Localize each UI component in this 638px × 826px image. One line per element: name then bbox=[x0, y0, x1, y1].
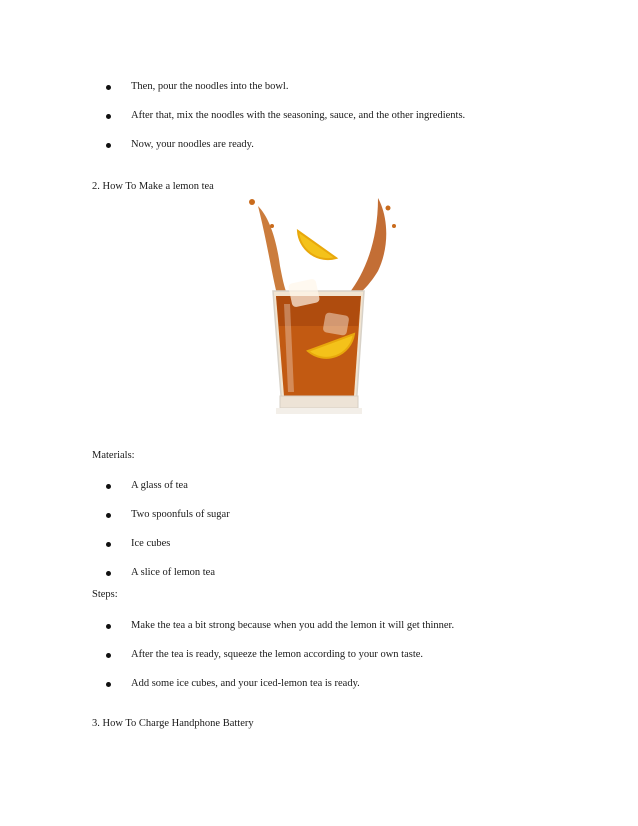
list-item: Then, pour the noodles into the bowl. bbox=[131, 81, 289, 92]
section-heading: 3. How To Charge Handphone Battery bbox=[92, 718, 254, 729]
bullet-dot bbox=[106, 624, 111, 629]
bullet-dot bbox=[106, 85, 111, 90]
list-item: Ice cubes bbox=[131, 538, 171, 549]
bullet-dot bbox=[106, 571, 111, 576]
list-item: A glass of tea bbox=[131, 480, 188, 491]
bullet-dot bbox=[106, 484, 111, 489]
list-item: Two spoonfuls of sugar bbox=[131, 509, 230, 520]
bullet-dot bbox=[106, 143, 111, 148]
bullet-dot bbox=[106, 542, 111, 547]
section-heading: 2. How To Make a lemon tea bbox=[92, 181, 214, 192]
steps-label: Steps: bbox=[92, 589, 118, 600]
bullet-dot bbox=[106, 114, 111, 119]
list-item: A slice of lemon tea bbox=[131, 567, 215, 578]
iced-lemon-tea-image bbox=[238, 196, 400, 428]
list-item: Add some ice cubes, and your iced-lemon tea is ready. bbox=[131, 678, 360, 689]
list-item: Now, your noodles are ready. bbox=[131, 139, 254, 150]
list-item: After that, mix the noodles with the seasoning, sauce, and the other ingredients. bbox=[131, 110, 466, 121]
bullet-dot bbox=[106, 513, 111, 518]
materials-label: Materials: bbox=[92, 450, 135, 461]
list-item: Make the tea a bit strong because when you add the lemon it will get thinner. bbox=[131, 620, 455, 631]
bullet-dot bbox=[106, 653, 111, 658]
list-item: After the tea is ready, squeeze the lemon according to your own taste. bbox=[131, 649, 424, 660]
bullet-dot bbox=[106, 682, 111, 687]
